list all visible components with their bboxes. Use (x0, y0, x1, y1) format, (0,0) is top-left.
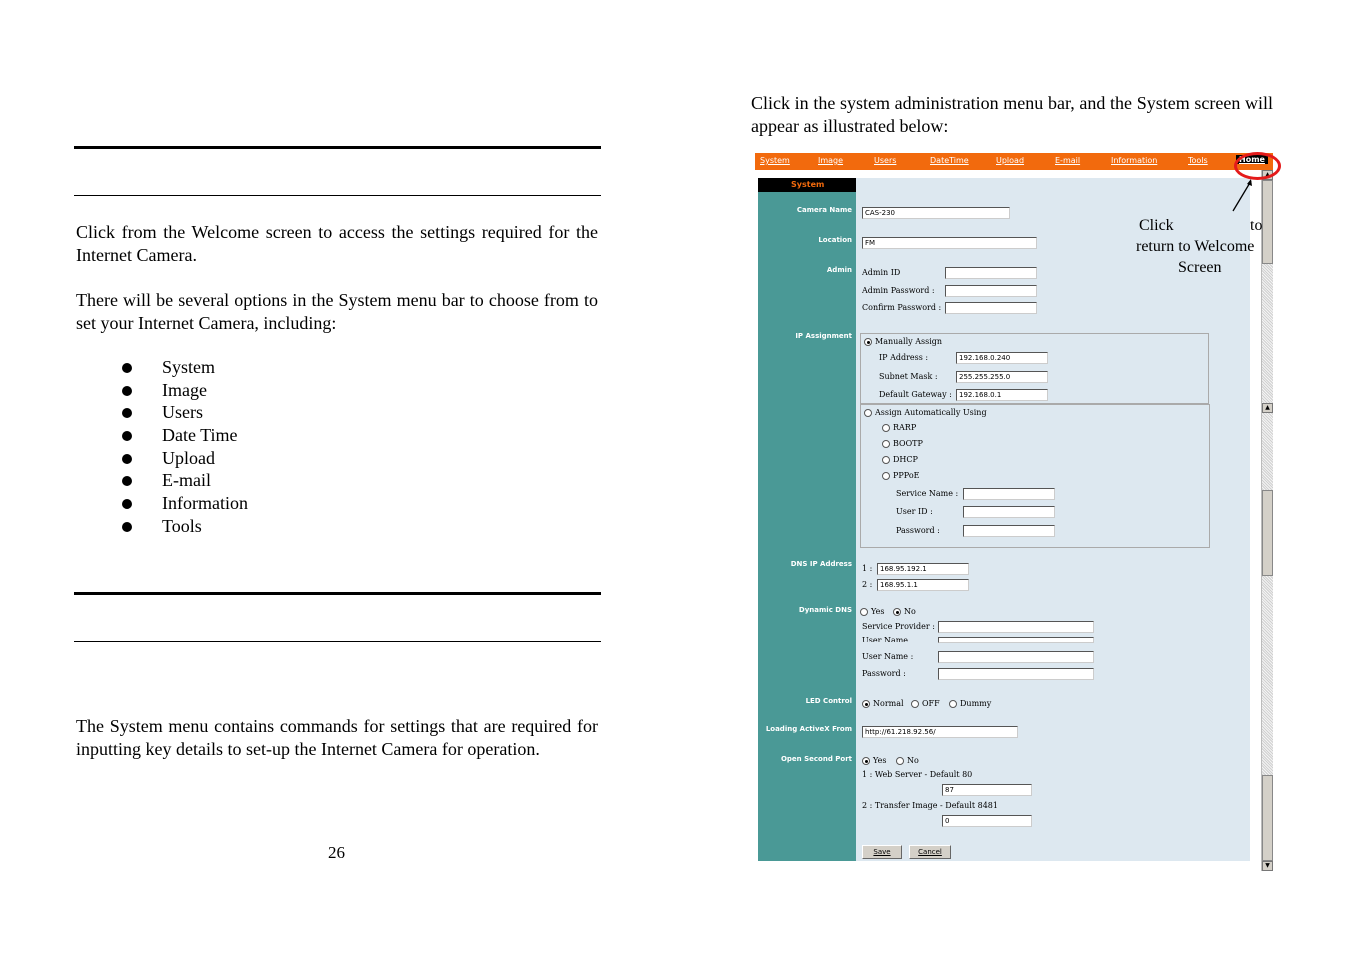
admin-id-label: Admin ID (862, 268, 901, 277)
admin-password-input[interactable] (945, 285, 1037, 297)
bootp-radio[interactable]: BOOTP (882, 439, 923, 448)
list-item: Date Time (120, 424, 248, 447)
menu-home[interactable]: Home (1236, 155, 1268, 164)
dns2-label: 2 : (862, 580, 873, 589)
top-thick-rule (74, 146, 601, 149)
list-item: System (120, 356, 248, 379)
ddns-password-label: Password : (862, 669, 906, 678)
callout-arrow-icon (1230, 178, 1256, 214)
service-provider-label: Service Provider : (862, 622, 935, 631)
auto-assign-radio[interactable]: Assign Automatically Using (864, 408, 987, 417)
options-paragraph: There will be several options in the System menu bar to choose from to set your Internet Camera, including: (76, 290, 598, 333)
service-name-input[interactable] (963, 488, 1055, 500)
callout-screen: Screen (1178, 259, 1222, 276)
ddns-user-name-input[interactable] (938, 651, 1094, 663)
manual-assign-radio[interactable]: Manually Assign (864, 337, 942, 346)
label-admin: Admin (826, 266, 852, 274)
callout-to: to (1250, 217, 1263, 234)
dns1-label: 1 : (862, 564, 873, 573)
pppoe-password-label: Password : (896, 526, 940, 535)
bullet-icon (122, 522, 132, 532)
settings-form (856, 178, 1250, 861)
led-dummy-radio[interactable]: Dummy (949, 699, 991, 708)
list-item: Image (120, 379, 248, 402)
rarp-radio[interactable]: RARP (882, 423, 916, 432)
label-dynamic-dns: Dynamic DNS (798, 606, 852, 614)
pppoe-password-input[interactable] (963, 525, 1055, 537)
right-intro-paragraph: Click in the system administration menu bar, and the System screen will appear as illustrated below: (751, 93, 1273, 136)
pppoe-user-id-input[interactable] (963, 506, 1055, 518)
bullet-icon (122, 431, 132, 441)
label-column (758, 178, 856, 861)
activex-url-input[interactable]: http://61.218.92.56/ (862, 726, 1018, 738)
dns1-input[interactable]: 168.95.192.1 (877, 563, 969, 575)
menu-users[interactable]: Users (874, 156, 897, 165)
vertical-scrollbar[interactable] (1261, 170, 1273, 871)
label-led: LED Control (805, 697, 852, 705)
admin-id-input[interactable] (945, 267, 1037, 279)
menu-upload[interactable]: Upload (996, 156, 1025, 165)
label-activex: Loading ActiveX From (765, 725, 852, 733)
cancel-button[interactable]: Cancel (909, 845, 951, 859)
menu-datetime[interactable]: DateTime (930, 156, 969, 165)
page-number: 26 (328, 843, 345, 862)
callout-return: return to Welcome (1136, 238, 1255, 255)
web-server-port-input[interactable]: 87 (942, 784, 1032, 796)
service-provider-select[interactable] (938, 621, 1094, 633)
label-camera-name: Camera Name (796, 206, 852, 214)
menu-image[interactable]: Image (818, 156, 844, 165)
scroll-down-icon[interactable]: ▼ (1262, 861, 1273, 871)
scroll-thumb[interactable] (1262, 775, 1273, 861)
transfer-image-port-input[interactable]: 0 (942, 815, 1032, 827)
callout-click: Click (1139, 217, 1174, 234)
intro-paragraph: Click from the Welcome screen to access the settings required for the Internet Camera. (76, 222, 598, 265)
home-highlight-circle (1234, 152, 1281, 180)
scroll-up-icon[interactable]: ▲ (1262, 403, 1273, 413)
led-off-radio[interactable]: OFF (911, 699, 940, 708)
bullet-icon (122, 476, 132, 486)
bullet-icon (122, 408, 132, 418)
location-input[interactable]: FM (862, 237, 1037, 249)
list-item: Information (120, 492, 248, 515)
led-normal-radio[interactable]: Normal (862, 699, 904, 708)
confirm-password-input[interactable] (945, 302, 1037, 314)
default-gateway-input[interactable]: 192.168.0.1 (956, 389, 1048, 401)
web-server-label: 1 : Web Server - Default 80 (862, 770, 973, 779)
subnet-mask-label: Subnet Mask : (879, 372, 938, 381)
menu-information[interactable]: Information (1111, 156, 1158, 165)
menu-email[interactable]: E-mail (1055, 156, 1081, 165)
service-name-label: Service Name : (896, 489, 959, 498)
label-ip-assignment: IP Assignment (795, 332, 852, 340)
confirm-password-label: Confirm Password : (862, 303, 942, 312)
list-item: Tools (120, 515, 248, 538)
bottom-thin-rule (74, 641, 601, 642)
admin-password-label: Admin Password : (862, 286, 935, 295)
pppoe-radio[interactable]: PPPoE (882, 471, 919, 480)
bottom-thick-rule (74, 592, 601, 595)
subnet-mask-input[interactable]: 255.255.255.0 (956, 371, 1048, 383)
ddns-password-input[interactable] (938, 668, 1094, 680)
list-item: Upload (120, 447, 248, 470)
label-dns: DNS IP Address (790, 560, 852, 568)
ip-address-label: IP Address : (879, 353, 929, 362)
list-item: Users (120, 401, 248, 424)
scroll-up-icon[interactable]: ▲ (1262, 170, 1273, 180)
system-menu-paragraph: The System menu contains commands for settings that are required for inputting key details to set-up the Internet Camera for operation. (76, 716, 598, 759)
camera-name-input[interactable]: CAS-230 (862, 207, 1010, 219)
ddns-user-name-label: User Name : (862, 652, 914, 661)
section-title: System (758, 178, 856, 192)
ip-address-input[interactable]: 192.168.0.240 (956, 352, 1048, 364)
admin-menu-bar (755, 153, 1273, 170)
label-location: Location (818, 236, 852, 244)
scroll-thumb[interactable] (1262, 180, 1273, 264)
bullet-icon (122, 454, 132, 464)
menu-system[interactable]: System (760, 156, 790, 165)
dns2-input[interactable]: 168.95.1.1 (877, 579, 969, 591)
list-item: E-mail (120, 469, 248, 492)
top-thin-rule (74, 195, 601, 196)
default-gateway-label: Default Gateway : (879, 390, 952, 399)
bullet-icon (122, 499, 132, 509)
ddns-yes-radio[interactable]: Yes (860, 607, 884, 616)
save-button[interactable]: Save (862, 845, 902, 859)
menu-tools[interactable]: Tools (1188, 156, 1208, 165)
port-no-radio[interactable]: No (896, 756, 919, 765)
dhcp-radio[interactable]: DHCP (882, 455, 918, 464)
menu-options-list (120, 356, 248, 538)
transfer-image-label: 2 : Transfer Image - Default 8481 (862, 801, 998, 810)
bullet-icon (122, 363, 132, 373)
bullet-icon (122, 386, 132, 396)
clipped-field (938, 637, 1094, 643)
pppoe-user-id-label: User ID : (896, 507, 933, 516)
ddns-no-radio[interactable]: No (893, 607, 916, 616)
scroll-thumb[interactable] (1262, 490, 1273, 576)
label-second-port: Open Second Port (780, 755, 852, 763)
port-yes-radio[interactable]: Yes (862, 756, 886, 765)
clipped-user-name-label: User Name (862, 636, 909, 642)
